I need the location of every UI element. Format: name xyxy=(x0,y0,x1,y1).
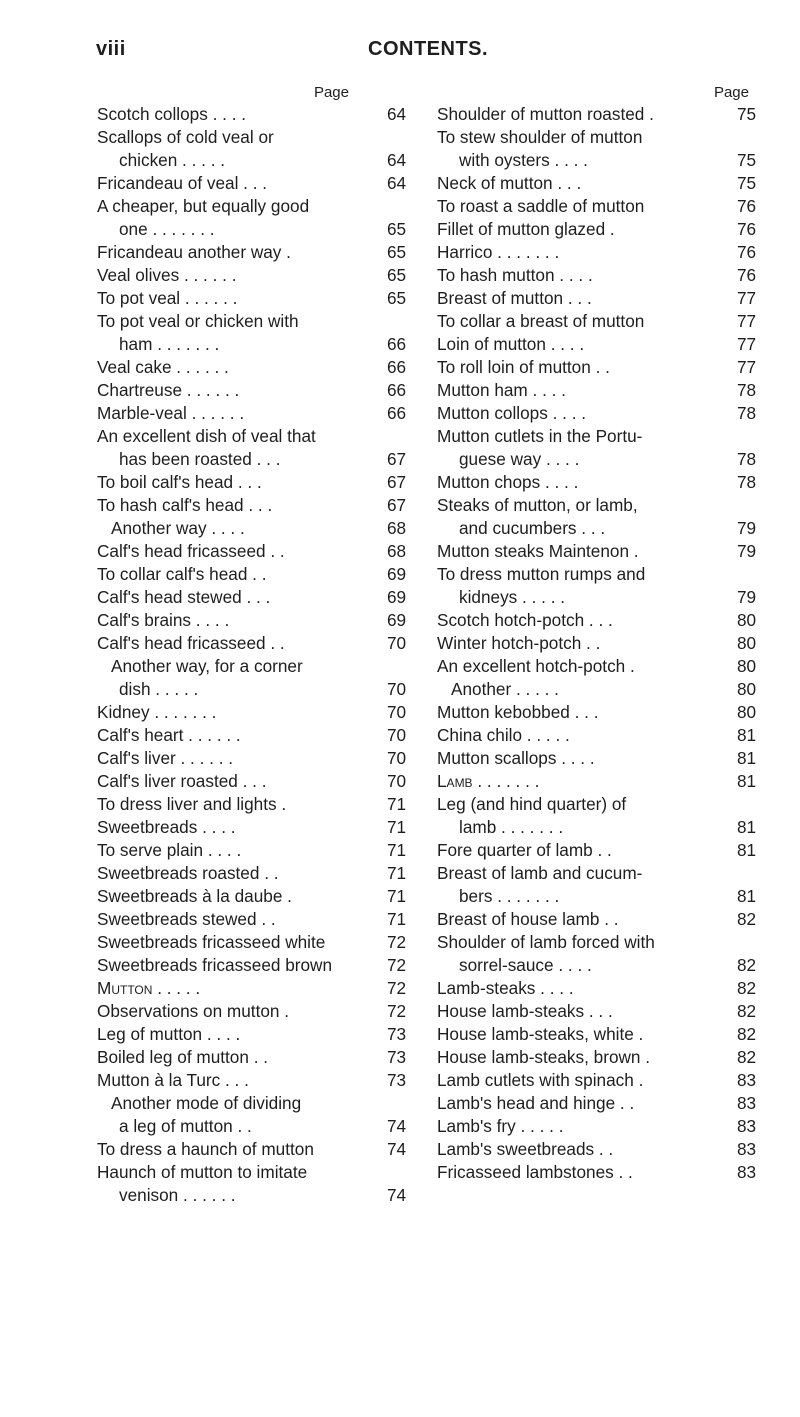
toc-entry xyxy=(97,425,417,448)
toc-entry-page: 83 xyxy=(737,1070,757,1090)
toc-entry-page: 82 xyxy=(737,1024,757,1044)
toc-entry-page: 77 xyxy=(737,334,757,354)
toc-entry-title: Sweetbreads stewed . . xyxy=(97,909,276,929)
toc-entry-title: Calf's head stewed . . . xyxy=(97,587,271,607)
toc-entry-page: 76 xyxy=(737,196,757,216)
toc-entry xyxy=(437,701,767,724)
toc-entry-title: Sweetbreads à la daube . xyxy=(97,886,292,906)
toc-entry xyxy=(97,1138,417,1161)
toc-entry-page: 74 xyxy=(387,1185,407,1205)
toc-entry-title: ham . . . . . . . xyxy=(119,334,220,354)
toc-entry-title: China chilo . . . . . xyxy=(437,725,570,745)
toc-entry xyxy=(97,1115,417,1138)
toc-entry xyxy=(97,632,417,655)
toc-entry-page: 76 xyxy=(737,219,757,239)
toc-entry-title: bers . . . . . . . xyxy=(459,886,560,906)
toc-entry-title: Mutton à la Turc . . . xyxy=(97,1070,249,1090)
toc-entry-title: House lamb-steaks, brown . xyxy=(437,1047,651,1067)
toc-entry xyxy=(437,1161,767,1184)
toc-entry-title: Kidney . . . . . . . xyxy=(97,702,217,722)
toc-entry xyxy=(437,471,767,494)
toc-entry xyxy=(437,333,767,356)
toc-entry xyxy=(437,103,767,126)
toc-entry-page: 64 xyxy=(387,173,407,193)
toc-entry-page: 83 xyxy=(737,1162,757,1182)
toc-entry xyxy=(437,172,767,195)
toc-entry-title: Fillet of mutton glazed . xyxy=(437,219,615,239)
toc-entry-title: Lamb . . . . . . . xyxy=(437,771,540,791)
toc-entry-page: 70 xyxy=(387,679,407,699)
toc-entry-title: To boil calf's head . . . xyxy=(97,472,262,492)
toc-entry xyxy=(97,172,417,195)
toc-entry-title: To roll loin of mutton . . xyxy=(437,357,610,377)
toc-entry xyxy=(97,402,417,425)
toc-entry-page: 81 xyxy=(737,886,757,906)
toc-entry xyxy=(97,126,417,149)
toc-entry xyxy=(437,770,767,793)
toc-entry-page: 70 xyxy=(387,702,407,722)
toc-entry-page: 74 xyxy=(387,1139,407,1159)
toc-entry-page: 75 xyxy=(737,104,757,124)
toc-entry xyxy=(97,287,417,310)
toc-entry-title: Mutton . . . . . xyxy=(97,978,201,998)
toc-entry-page: 69 xyxy=(387,564,407,584)
toc-entry xyxy=(97,494,417,517)
toc-entry xyxy=(437,149,767,172)
toc-entry-title: To roast a saddle of mutton xyxy=(437,196,645,216)
toc-entry-title: Loin of mutton . . . . xyxy=(437,334,585,354)
toc-entry xyxy=(437,1092,767,1115)
toc-entry-title: Shoulder of mutton roasted . xyxy=(437,104,654,124)
toc-entry xyxy=(97,908,417,931)
toc-entry xyxy=(437,126,767,149)
toc-entry xyxy=(97,793,417,816)
toc-entry-page: 73 xyxy=(387,1070,407,1090)
toc-entry xyxy=(97,1023,417,1046)
toc-entry xyxy=(437,977,767,1000)
toc-entry-page: 66 xyxy=(387,357,407,377)
page-header xyxy=(0,38,800,68)
toc-entry xyxy=(97,1046,417,1069)
toc-entry-title: Calf's head fricasseed . . xyxy=(97,541,285,561)
toc-entry xyxy=(97,356,417,379)
page-column-label: Page xyxy=(713,84,749,101)
toc-entry-page: 64 xyxy=(387,150,407,170)
toc-entry xyxy=(97,816,417,839)
toc-entry-title: To dress mutton rumps and xyxy=(437,564,646,584)
toc-entry xyxy=(97,609,417,632)
toc-entry xyxy=(97,103,417,126)
toc-entry-page: 79 xyxy=(737,518,757,538)
toc-entry xyxy=(97,517,417,540)
toc-entry-page: 66 xyxy=(387,380,407,400)
toc-entry-page: 71 xyxy=(387,840,407,860)
toc-entry-title: To hash mutton . . . . xyxy=(437,265,593,285)
toc-entry xyxy=(437,563,767,586)
toc-entry-page xyxy=(385,126,417,149)
toc-entry-page: 72 xyxy=(387,1001,407,1021)
toc-entry-title: Another mode of dividing xyxy=(111,1093,302,1113)
toc-entry-title: Haunch of mutton to imitate xyxy=(97,1162,308,1182)
toc-entry-title: To serve plain . . . . xyxy=(97,840,242,860)
toc-entry-title: Another way, for a corner xyxy=(111,656,303,676)
toc-entry-page: 80 xyxy=(737,656,757,676)
toc-entry-title: To dress liver and lights . xyxy=(97,794,287,814)
toc-entry xyxy=(437,724,767,747)
toc-entry-page: 81 xyxy=(737,748,757,768)
toc-entry-title: Mutton kebobbed . . . xyxy=(437,702,599,722)
toc-entry-page: 71 xyxy=(387,794,407,814)
toc-entry-title: Neck of mutton . . . xyxy=(437,173,582,193)
toc-entry-title: Calf's liver roasted . . . xyxy=(97,771,267,791)
toc-entry-page: 67 xyxy=(387,495,407,515)
toc-entry-page: 73 xyxy=(387,1047,407,1067)
toc-entry-title: To collar a breast of mutton xyxy=(437,311,645,331)
toc-entry xyxy=(97,1161,417,1184)
toc-entry xyxy=(437,885,767,908)
toc-entry-title: To stew shoulder of mutton xyxy=(437,127,643,147)
toc-entry-title: Scotch hotch-potch . . . xyxy=(437,610,613,630)
toc-entry-page: 83 xyxy=(737,1139,757,1159)
toc-entry-page xyxy=(385,425,417,448)
toc-entry xyxy=(97,149,417,172)
toc-entry-title: To hash calf's head . . . xyxy=(97,495,273,515)
toc-entry-page: 80 xyxy=(737,679,757,699)
toc-entry-title: has been roasted . . . xyxy=(119,449,281,469)
toc-entry-page: 74 xyxy=(387,1116,407,1136)
toc-entry-page: 81 xyxy=(737,771,757,791)
toc-entry xyxy=(97,1092,417,1115)
toc-entry-page: 70 xyxy=(387,748,407,768)
toc-entry xyxy=(97,1000,417,1023)
toc-entry-page: 68 xyxy=(387,541,407,561)
toc-entry-page: 65 xyxy=(387,219,407,239)
toc-entry xyxy=(437,264,767,287)
contents-column-right xyxy=(437,80,767,1184)
toc-entry xyxy=(437,517,767,540)
toc-entry xyxy=(437,1046,767,1069)
toc-entry-page: 79 xyxy=(737,587,757,607)
toc-entry-title: venison . . . . . . xyxy=(119,1185,236,1205)
toc-entry-page: 65 xyxy=(387,265,407,285)
toc-entry xyxy=(97,540,417,563)
toc-entry-title: Shoulder of lamb forced with xyxy=(437,932,655,952)
toc-entry xyxy=(97,977,417,1000)
toc-entry-page: 80 xyxy=(737,610,757,630)
toc-entry-page xyxy=(735,126,767,149)
toc-entry-page xyxy=(385,310,417,333)
toc-entry xyxy=(97,655,417,678)
page-title: CONTENTS. xyxy=(368,38,489,60)
toc-entry xyxy=(97,218,417,241)
toc-entry xyxy=(437,908,767,931)
toc-entry-title: sorrel-sauce . . . . xyxy=(459,955,592,975)
toc-entry-page xyxy=(385,1161,417,1184)
toc-entry xyxy=(437,1023,767,1046)
toc-entry-page: 75 xyxy=(737,150,757,170)
toc-entry xyxy=(437,1000,767,1023)
toc-entry-title: House lamb-steaks . . . xyxy=(437,1001,613,1021)
toc-entry-title: Scotch collops . . . . xyxy=(97,104,247,124)
toc-entry-page xyxy=(735,425,767,448)
toc-entry-title: Fricandeau another way . xyxy=(97,242,291,262)
toc-entry-page: 72 xyxy=(387,955,407,975)
toc-entry-page: 81 xyxy=(737,817,757,837)
toc-entry-page xyxy=(735,563,767,586)
toc-entry-page: 69 xyxy=(387,610,407,630)
toc-entry-title: Breast of mutton . . . xyxy=(437,288,592,308)
toc-entry xyxy=(437,402,767,425)
toc-entry-title: Observations on mutton . xyxy=(97,1001,290,1021)
toc-entry xyxy=(97,586,417,609)
toc-entry-title: Calf's liver . . . . . . xyxy=(97,748,234,768)
toc-entry xyxy=(437,747,767,770)
toc-entry-title: Calf's heart . . . . . . xyxy=(97,725,241,745)
toc-entry-title: Lamb's sweetbreads . . xyxy=(437,1139,614,1159)
toc-entry-page: 71 xyxy=(387,817,407,837)
toc-entry-title: Lamb cutlets with spinach . xyxy=(437,1070,644,1090)
toc-entry xyxy=(97,333,417,356)
toc-entry xyxy=(97,448,417,471)
toc-entry xyxy=(437,793,767,816)
toc-entry xyxy=(437,1069,767,1092)
toc-entry-title: Sweetbreads . . . . xyxy=(97,817,236,837)
toc-entry-title: Scallops of cold veal or xyxy=(97,127,274,147)
toc-entry-page: 78 xyxy=(737,449,757,469)
toc-entry-page: 67 xyxy=(387,449,407,469)
toc-entry-page: 67 xyxy=(387,472,407,492)
toc-entry-page: 66 xyxy=(387,334,407,354)
toc-entry xyxy=(97,770,417,793)
toc-entry-page: 75 xyxy=(737,173,757,193)
toc-entry xyxy=(437,1138,767,1161)
toc-entry-page: 80 xyxy=(737,633,757,653)
toc-entry-page: 72 xyxy=(387,932,407,952)
toc-entry-page: 80 xyxy=(737,702,757,722)
toc-entry xyxy=(437,1115,767,1138)
contents-column-left xyxy=(97,80,417,1207)
toc-entry xyxy=(97,931,417,954)
toc-entry-title: guese way . . . . xyxy=(459,449,580,469)
toc-entry-page: 76 xyxy=(737,242,757,262)
toc-entry-title: To collar calf's head . . xyxy=(97,564,267,584)
toc-entry-page: 81 xyxy=(737,840,757,860)
toc-entry-title: Boiled leg of mutton . . xyxy=(97,1047,269,1067)
toc-entry-page: 82 xyxy=(737,1001,757,1021)
toc-entry-page: 83 xyxy=(737,1116,757,1136)
toc-entry-page: 70 xyxy=(387,771,407,791)
toc-entry-page: 82 xyxy=(737,955,757,975)
toc-entry-page: 78 xyxy=(737,380,757,400)
toc-entry xyxy=(437,655,767,678)
toc-entry-title: To dress a haunch of mutton xyxy=(97,1139,314,1159)
page-column-label: Page xyxy=(313,84,349,101)
toc-entry-title: with oysters . . . . xyxy=(459,150,588,170)
toc-entry xyxy=(437,356,767,379)
toc-entry xyxy=(437,931,767,954)
toc-entry-page: 70 xyxy=(387,633,407,653)
toc-entry-page: 70 xyxy=(387,725,407,745)
toc-entry-page: 72 xyxy=(387,978,407,998)
toc-entry xyxy=(97,885,417,908)
toc-entry xyxy=(97,1184,417,1207)
toc-entry-title: To pot veal . . . . . . xyxy=(97,288,238,308)
toc-entry-title: Chartreuse . . . . . . xyxy=(97,380,240,400)
toc-entry xyxy=(437,425,767,448)
toc-entry-title: Lamb's fry . . . . . xyxy=(437,1116,564,1136)
toc-entry xyxy=(97,241,417,264)
toc-entry xyxy=(97,563,417,586)
toc-entry-page: 83 xyxy=(737,1093,757,1113)
toc-entry xyxy=(437,195,767,218)
toc-entry xyxy=(97,862,417,885)
toc-entry-title: Fricandeau of veal . . . xyxy=(97,173,268,193)
toc-entry-page xyxy=(735,494,767,517)
toc-entry xyxy=(97,747,417,770)
toc-entry-title: Sweetbreads fricasseed brown xyxy=(97,955,333,975)
toc-entry xyxy=(437,310,767,333)
toc-entry-title: Breast of lamb and cucum- xyxy=(437,863,643,883)
toc-entry-title: A cheaper, but equally good xyxy=(97,196,310,216)
toc-entry-page xyxy=(385,1092,417,1115)
toc-entry xyxy=(97,310,417,333)
toc-entry xyxy=(437,609,767,632)
toc-entry xyxy=(437,287,767,310)
toc-entry-page: 78 xyxy=(737,403,757,423)
toc-entry xyxy=(437,494,767,517)
toc-entry-page: 78 xyxy=(737,472,757,492)
toc-entry-title: To pot veal or chicken with xyxy=(97,311,299,331)
toc-entry-title: Harrico . . . . . . . xyxy=(437,242,560,262)
toc-entry xyxy=(437,954,767,977)
toc-entry xyxy=(437,678,767,701)
toc-entry-title: Calf's brains . . . . xyxy=(97,610,230,630)
toc-entry-title: and cucumbers . . . xyxy=(459,518,606,538)
toc-entry xyxy=(97,701,417,724)
toc-entry xyxy=(437,816,767,839)
toc-entry-title: Mutton ham . . . . xyxy=(437,380,566,400)
toc-entry-page: 68 xyxy=(387,518,407,538)
toc-entry-title: dish . . . . . xyxy=(119,679,199,699)
toc-entry xyxy=(97,264,417,287)
toc-entry-title: Winter hotch-potch . . xyxy=(437,633,601,653)
toc-entry-title: An excellent hotch-potch . xyxy=(437,656,635,676)
toc-entry-title: Leg (and hind quarter) of xyxy=(437,794,627,814)
toc-entry-page xyxy=(385,655,417,678)
page-number: viii xyxy=(96,38,126,60)
toc-entry-title: kidneys . . . . . xyxy=(459,587,566,607)
toc-entry xyxy=(437,540,767,563)
toc-entry-title: one . . . . . . . xyxy=(119,219,215,239)
toc-entry-title: Veal cake . . . . . . xyxy=(97,357,229,377)
toc-entry-title: Fore quarter of lamb . . xyxy=(437,840,612,860)
toc-entry xyxy=(437,586,767,609)
toc-entry-page: 66 xyxy=(387,403,407,423)
toc-entry-title: Sweetbreads roasted . . xyxy=(97,863,279,883)
toc-entry-page: 77 xyxy=(737,288,757,308)
toc-entry-title: a leg of mutton . . xyxy=(119,1116,252,1136)
toc-entry xyxy=(437,632,767,655)
toc-entry-page: 69 xyxy=(387,587,407,607)
toc-entry xyxy=(97,379,417,402)
toc-entry-title: Fricasseed lambstones . . xyxy=(437,1162,633,1182)
toc-entry-title: chicken . . . . . xyxy=(119,150,226,170)
toc-entry-title: Mutton steaks Maintenon . xyxy=(437,541,639,561)
toc-entry-title: Mutton scallops . . . . xyxy=(437,748,595,768)
toc-entry-page: 82 xyxy=(737,909,757,929)
toc-entry-title: Another . . . . . xyxy=(451,679,559,699)
toc-entry-page: 77 xyxy=(737,357,757,377)
toc-entry-title: Sweetbreads fricasseed white xyxy=(97,932,326,952)
toc-entry xyxy=(437,218,767,241)
toc-entry-page xyxy=(735,931,767,954)
toc-entry-title: An excellent dish of veal that xyxy=(97,426,316,446)
toc-entry xyxy=(97,839,417,862)
toc-entry-page: 71 xyxy=(387,886,407,906)
toc-entry xyxy=(437,448,767,471)
toc-entry-title: Calf's head fricasseed . . xyxy=(97,633,285,653)
toc-entry-title: Veal olives . . . . . . xyxy=(97,265,237,285)
toc-entry xyxy=(437,379,767,402)
toc-entry-page: 71 xyxy=(387,863,407,883)
toc-entry xyxy=(437,862,767,885)
toc-entry-page xyxy=(385,195,417,218)
toc-entry-page: 76 xyxy=(737,265,757,285)
toc-entry-page: 81 xyxy=(737,725,757,745)
toc-entry-title: Leg of mutton . . . . xyxy=(97,1024,241,1044)
toc-entry-page: 82 xyxy=(737,1047,757,1067)
toc-entry-page: 71 xyxy=(387,909,407,929)
toc-entry-page: 65 xyxy=(387,288,407,308)
toc-entry-page: 82 xyxy=(737,978,757,998)
toc-entry-page: 64 xyxy=(387,104,407,124)
toc-entry-title: Mutton collops . . . . xyxy=(437,403,587,423)
toc-entry xyxy=(97,724,417,747)
toc-entry-title: Mutton chops . . . . xyxy=(437,472,579,492)
toc-entry-title: Another way . . . . xyxy=(111,518,245,538)
toc-entry-title: House lamb-steaks, white . xyxy=(437,1024,644,1044)
toc-entry-title: Lamb's head and hinge . . xyxy=(437,1093,635,1113)
toc-entry-title: Breast of house lamb . . xyxy=(437,909,619,929)
toc-entry-title: lamb . . . . . . . xyxy=(459,817,564,837)
toc-entry-title: Mutton cutlets in the Portu- xyxy=(437,426,643,446)
toc-entry-title: Steaks of mutton, or lamb, xyxy=(437,495,638,515)
toc-entry xyxy=(97,195,417,218)
toc-entry-page: 65 xyxy=(387,242,407,262)
toc-entry xyxy=(97,1069,417,1092)
toc-entry-page: 73 xyxy=(387,1024,407,1044)
toc-entry-page xyxy=(735,862,767,885)
toc-entry-page: 79 xyxy=(737,541,757,561)
toc-entry-page xyxy=(735,793,767,816)
toc-entry xyxy=(97,471,417,494)
toc-entry xyxy=(97,954,417,977)
toc-entry-title: Marble-veal . . . . . . xyxy=(97,403,245,423)
toc-entry-page: 77 xyxy=(737,311,757,331)
toc-entry-title: Lamb-steaks . . . . xyxy=(437,978,574,998)
toc-entry xyxy=(437,241,767,264)
toc-entry xyxy=(97,678,417,701)
toc-entry xyxy=(437,839,767,862)
